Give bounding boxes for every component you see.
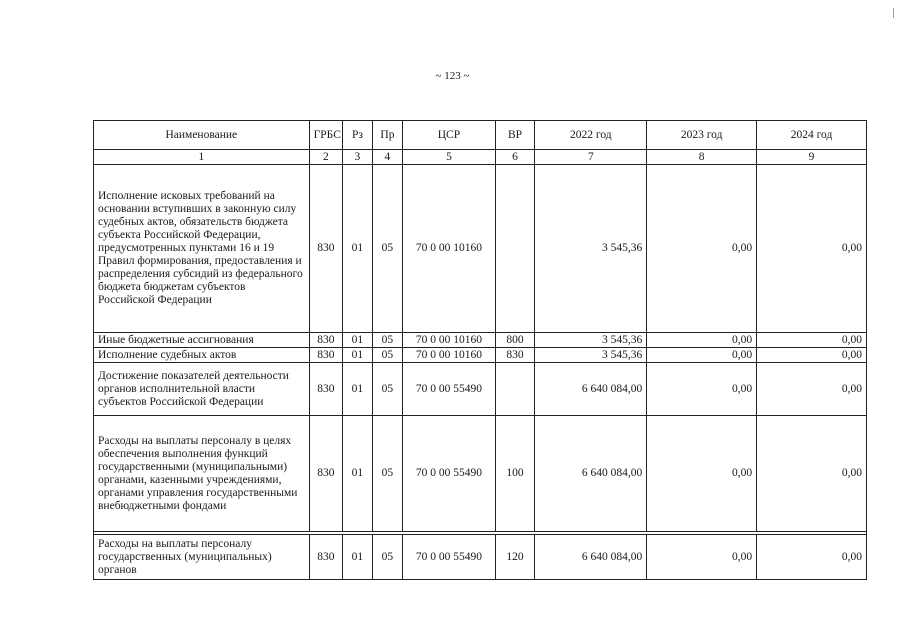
- row-rz: 01: [343, 363, 372, 416]
- row-pr: 05: [372, 333, 403, 348]
- row-2023: 0,00: [647, 363, 757, 416]
- column-number: 3: [343, 150, 372, 165]
- row-2023: 0,00: [647, 165, 757, 333]
- row-csr: 70 0 00 10160: [403, 333, 496, 348]
- row-rz: 01: [343, 535, 372, 580]
- row-2023: 0,00: [647, 333, 757, 348]
- row-name: Иные бюджетные ассигнования: [94, 333, 310, 348]
- header-grbs: ГРБС: [309, 121, 343, 150]
- row-pr: 05: [372, 165, 403, 333]
- budget-table: [93, 120, 867, 580]
- column-number: 6: [495, 150, 535, 165]
- row-vr: 830: [495, 348, 535, 363]
- row-pr: 05: [372, 416, 403, 532]
- row-2022: 6 640 084,00: [535, 535, 647, 580]
- row-name: Исполнение исковых требований на основании вступивших в законную силу судебных актов, обязательств бюджета субъекта Российской Федерации, предусмотренных пунктами 16 и 19 Правил формирования, предоставления и распределения субсидий из федерального бюджета бюджетам субъектов Российской Федерации: [94, 165, 310, 333]
- column-number: 4: [372, 150, 403, 165]
- row-2024: 0,00: [757, 165, 867, 333]
- row-rz: 01: [343, 348, 372, 363]
- header-2023: 2023 год: [647, 121, 757, 150]
- table-row: [94, 333, 867, 348]
- row-rz: 01: [343, 416, 372, 532]
- row-2024: 0,00: [757, 348, 867, 363]
- row-name: Достижение показателей деятельности органов исполнительной власти субъектов Российской Федерации: [94, 363, 310, 416]
- header-2022: 2022 год: [535, 121, 647, 150]
- row-vr: [495, 363, 535, 416]
- row-pr: 05: [372, 363, 403, 416]
- row-csr: 70 0 00 55490: [403, 416, 496, 532]
- row-grbs: 830: [309, 165, 343, 333]
- row-2024: 0,00: [757, 535, 867, 580]
- header-rz: Рз: [343, 121, 372, 150]
- row-vr: 800: [495, 333, 535, 348]
- row-grbs: 830: [309, 333, 343, 348]
- row-pr: 05: [372, 348, 403, 363]
- row-grbs: 830: [309, 348, 343, 363]
- table-row: [94, 416, 867, 532]
- table-row: [94, 535, 867, 580]
- table-row: [94, 348, 867, 363]
- column-number: 5: [403, 150, 496, 165]
- column-number-row: [94, 150, 867, 165]
- row-name: Расходы на выплаты персоналу государственных (муниципальных) органов: [94, 535, 310, 580]
- column-number: 1: [94, 150, 310, 165]
- column-number: 2: [309, 150, 343, 165]
- row-2022: 3 545,36: [535, 165, 647, 333]
- header-vr: ВР: [495, 121, 535, 150]
- row-csr: 70 0 00 10160: [403, 165, 496, 333]
- column-number: 9: [757, 150, 867, 165]
- row-2023: 0,00: [647, 416, 757, 532]
- column-number: 7: [535, 150, 647, 165]
- row-2024: 0,00: [757, 363, 867, 416]
- row-csr: 70 0 00 55490: [403, 363, 496, 416]
- header-pr: Пр: [372, 121, 403, 150]
- row-2022: 3 545,36: [535, 348, 647, 363]
- scan-edge-mark: [893, 8, 894, 18]
- header-name: Наименование: [94, 121, 310, 150]
- row-vr: 120: [495, 535, 535, 580]
- table-row: [94, 363, 867, 416]
- row-csr: 70 0 00 55490: [403, 535, 496, 580]
- row-grbs: 830: [309, 416, 343, 532]
- header-2024: 2024 год: [757, 121, 867, 150]
- row-rz: 01: [343, 165, 372, 333]
- row-pr: 05: [372, 535, 403, 580]
- table-row: [94, 165, 867, 333]
- table-header-row: [94, 121, 867, 150]
- row-name: Расходы на выплаты персоналу в целях обеспечения выполнения функций государственными (муниципальными) органами, казенными учреждениями, органами управления государственными внебюджетными фондами: [94, 416, 310, 532]
- row-csr: 70 0 00 10160: [403, 348, 496, 363]
- row-2023: 0,00: [647, 348, 757, 363]
- row-2022: 6 640 084,00: [535, 363, 647, 416]
- row-grbs: 830: [309, 535, 343, 580]
- row-vr: 100: [495, 416, 535, 532]
- row-2022: 6 640 084,00: [535, 416, 647, 532]
- column-number: 8: [647, 150, 757, 165]
- row-2024: 0,00: [757, 416, 867, 532]
- row-2024: 0,00: [757, 333, 867, 348]
- row-vr: [495, 165, 535, 333]
- row-rz: 01: [343, 333, 372, 348]
- row-2023: 0,00: [647, 535, 757, 580]
- page-number: ~ 123 ~: [435, 70, 470, 82]
- header-csr: ЦСР: [403, 121, 496, 150]
- row-2022: 3 545,36: [535, 333, 647, 348]
- row-grbs: 830: [309, 363, 343, 416]
- row-name: Исполнение судебных актов: [94, 348, 310, 363]
